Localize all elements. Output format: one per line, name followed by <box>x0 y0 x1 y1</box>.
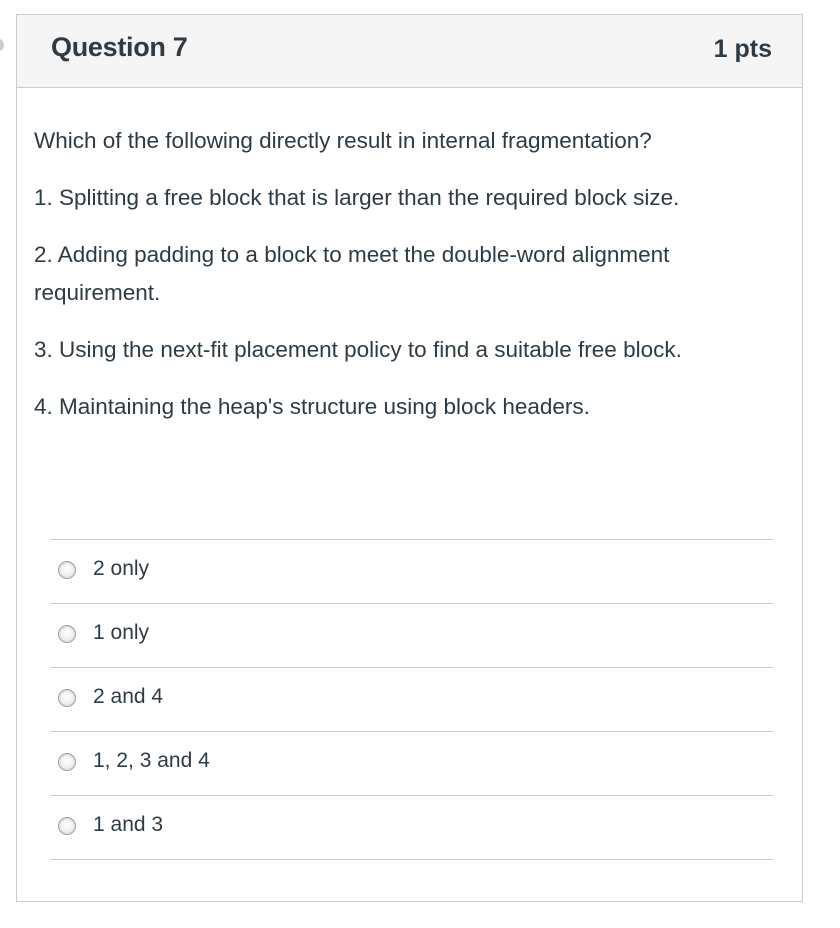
question-points: 1 pts <box>713 35 772 63</box>
radio-button[interactable] <box>58 817 76 835</box>
answer-label[interactable]: 1 and 3 <box>93 813 164 836</box>
answer-label[interactable]: 1 only <box>93 621 150 644</box>
answer-list <box>50 539 773 860</box>
question-marker-icon <box>0 39 4 51</box>
question-text <box>34 122 754 445</box>
radio-button[interactable] <box>58 753 76 771</box>
radio-button[interactable] <box>58 561 76 579</box>
answer-label[interactable]: 2 and 4 <box>93 685 164 708</box>
question-prompt: Which of the following directly result in internal fragmentation? <box>34 128 652 153</box>
answer-option[interactable] <box>50 540 773 604</box>
statement-2: 2. Adding padding to a block to meet the double-word alignment requirement. <box>34 242 670 305</box>
answer-option[interactable] <box>50 796 773 860</box>
answer-option[interactable] <box>50 668 773 732</box>
statement-3: 3. Using the next-fit placement policy to find a suitable free block. <box>34 337 682 362</box>
answer-label[interactable]: 2 only <box>93 557 150 580</box>
statement-1: 1. Splitting a free block that is larger than the required block size. <box>34 185 680 210</box>
question-title: Question 7 <box>51 32 188 62</box>
radio-button[interactable] <box>58 625 76 643</box>
statement-4: 4. Maintaining the heap's structure using block headers. <box>34 394 590 419</box>
answer-option[interactable] <box>50 604 773 668</box>
question-header <box>17 15 802 88</box>
radio-button[interactable] <box>58 689 76 707</box>
answer-label[interactable]: 1, 2, 3 and 4 <box>93 749 210 772</box>
answer-option[interactable] <box>50 732 773 796</box>
